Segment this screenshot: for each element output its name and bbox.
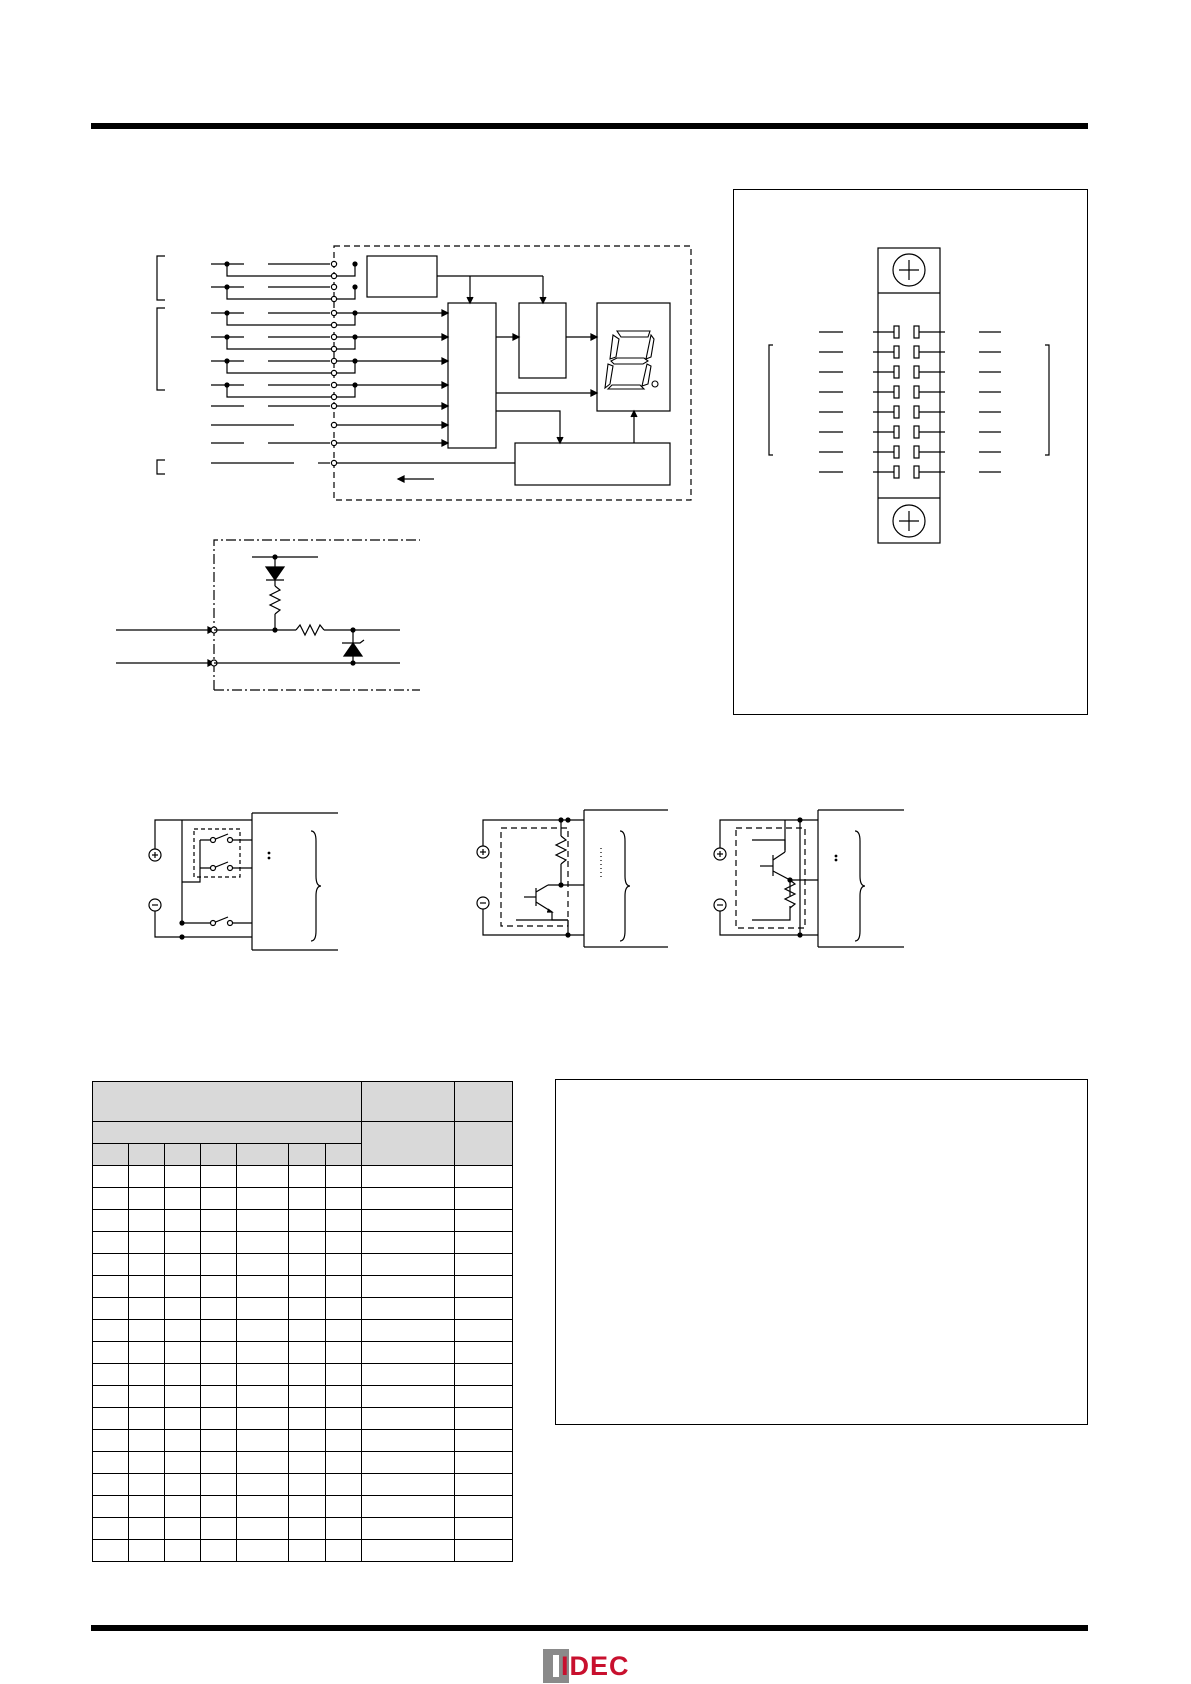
table-cell bbox=[237, 1452, 289, 1474]
decoder-box bbox=[448, 303, 496, 448]
table-cell bbox=[93, 1430, 129, 1452]
table-cell bbox=[93, 1452, 129, 1474]
table-cell bbox=[326, 1386, 362, 1408]
truth-table bbox=[92, 1081, 513, 1562]
table-cell bbox=[455, 1496, 513, 1518]
table-cell bbox=[455, 1474, 513, 1496]
table-cell bbox=[93, 1210, 129, 1232]
table-cell bbox=[326, 1496, 362, 1518]
table-cell bbox=[129, 1166, 165, 1188]
table-cell bbox=[201, 1166, 237, 1188]
table-cell bbox=[201, 1320, 237, 1342]
table-cell bbox=[362, 1474, 455, 1496]
table-cell bbox=[165, 1298, 201, 1320]
table-cell bbox=[201, 1386, 237, 1408]
table-cell bbox=[455, 1210, 513, 1232]
table-cell bbox=[129, 1254, 165, 1276]
table-cell bbox=[326, 1408, 362, 1430]
table-cell bbox=[362, 1518, 455, 1540]
table-cell bbox=[237, 1254, 289, 1276]
input-block-box bbox=[367, 256, 437, 297]
table-cell bbox=[93, 1298, 129, 1320]
table-cell bbox=[165, 1254, 201, 1276]
table-cell bbox=[201, 1430, 237, 1452]
table-cell bbox=[129, 1320, 165, 1342]
table-row bbox=[93, 1364, 513, 1386]
table-row bbox=[93, 1276, 513, 1298]
screw-icon bbox=[893, 505, 925, 537]
table-header-output-b bbox=[455, 1082, 513, 1122]
table-cell bbox=[165, 1474, 201, 1496]
npn-transistor-example bbox=[477, 810, 668, 947]
table-cell bbox=[165, 1386, 201, 1408]
table-cell bbox=[201, 1518, 237, 1540]
table-cell bbox=[289, 1166, 326, 1188]
terminal-pin-diagram bbox=[733, 189, 1088, 715]
table-cell bbox=[165, 1210, 201, 1232]
table-cell bbox=[93, 1386, 129, 1408]
table-cell bbox=[455, 1430, 513, 1452]
table-cell bbox=[201, 1540, 237, 1562]
table-cell bbox=[362, 1232, 455, 1254]
table-cell bbox=[93, 1518, 129, 1540]
table-cell bbox=[362, 1430, 455, 1452]
contact-input-example bbox=[149, 813, 338, 950]
table-cell bbox=[93, 1320, 129, 1342]
table-cell bbox=[362, 1452, 455, 1474]
table-cell bbox=[362, 1320, 455, 1342]
table-cell bbox=[201, 1496, 237, 1518]
table-cell bbox=[165, 1232, 201, 1254]
table-row bbox=[93, 1210, 513, 1232]
table-row bbox=[93, 1342, 513, 1364]
table-cell bbox=[237, 1210, 289, 1232]
table-row bbox=[93, 1254, 513, 1276]
table-cell bbox=[455, 1408, 513, 1430]
table-cell bbox=[326, 1232, 362, 1254]
table-row bbox=[93, 1320, 513, 1342]
table-cell bbox=[201, 1364, 237, 1386]
table-cell bbox=[165, 1342, 201, 1364]
table-cell bbox=[326, 1540, 362, 1562]
table-cell bbox=[93, 1232, 129, 1254]
table-cell bbox=[326, 1210, 362, 1232]
table-cell bbox=[455, 1298, 513, 1320]
table-cell bbox=[362, 1298, 455, 1320]
table-cell bbox=[289, 1408, 326, 1430]
table-cell bbox=[165, 1188, 201, 1210]
table-cell bbox=[289, 1276, 326, 1298]
table-cell bbox=[237, 1276, 289, 1298]
table-cell bbox=[165, 1166, 201, 1188]
table-header-inputs bbox=[93, 1082, 362, 1122]
table-cell bbox=[289, 1474, 326, 1496]
table-subheader bbox=[93, 1122, 362, 1144]
table-cell bbox=[129, 1430, 165, 1452]
table-cell bbox=[237, 1232, 289, 1254]
table-cell bbox=[93, 1254, 129, 1276]
table-cell bbox=[165, 1276, 201, 1298]
table-cell bbox=[237, 1386, 289, 1408]
table-cell bbox=[201, 1408, 237, 1430]
table-cell bbox=[93, 1496, 129, 1518]
table-cell bbox=[129, 1276, 165, 1298]
table-cell bbox=[455, 1232, 513, 1254]
table-cell bbox=[326, 1452, 362, 1474]
table-cell bbox=[455, 1386, 513, 1408]
table-cell bbox=[289, 1210, 326, 1232]
table-cell bbox=[455, 1540, 513, 1562]
table-cell bbox=[237, 1474, 289, 1496]
table-cell bbox=[455, 1276, 513, 1298]
table-cell bbox=[129, 1408, 165, 1430]
table-column-header bbox=[129, 1144, 165, 1166]
table-cell bbox=[93, 1408, 129, 1430]
table-cell bbox=[326, 1364, 362, 1386]
terminal-pin-row bbox=[819, 426, 1001, 438]
table-cell bbox=[455, 1364, 513, 1386]
table-cell bbox=[237, 1496, 289, 1518]
idec-logo-text: IDEC bbox=[561, 1651, 630, 1681]
table-cell bbox=[289, 1364, 326, 1386]
table-cell bbox=[201, 1232, 237, 1254]
table-cell bbox=[237, 1166, 289, 1188]
table-cell bbox=[201, 1188, 237, 1210]
table-cell bbox=[201, 1298, 237, 1320]
table-cell bbox=[129, 1364, 165, 1386]
table-cell bbox=[289, 1298, 326, 1320]
table-cell bbox=[93, 1540, 129, 1562]
table-header-output-a bbox=[362, 1082, 455, 1122]
table-cell bbox=[237, 1342, 289, 1364]
table-cell bbox=[129, 1452, 165, 1474]
table-row bbox=[93, 1452, 513, 1474]
table-cell bbox=[93, 1166, 129, 1188]
table-cell bbox=[455, 1342, 513, 1364]
table-cell bbox=[165, 1496, 201, 1518]
table-cell bbox=[237, 1298, 289, 1320]
table-cell bbox=[289, 1430, 326, 1452]
table-row bbox=[93, 1232, 513, 1254]
display-box bbox=[597, 303, 670, 411]
terminal-pin-row bbox=[819, 346, 1001, 358]
table-column-header bbox=[165, 1144, 201, 1166]
table-cell bbox=[165, 1320, 201, 1342]
table-column-header bbox=[201, 1144, 237, 1166]
table-cell bbox=[362, 1342, 455, 1364]
table-cell bbox=[362, 1408, 455, 1430]
table-cell bbox=[326, 1298, 362, 1320]
table-cell bbox=[165, 1364, 201, 1386]
table-cell bbox=[289, 1540, 326, 1562]
table-cell bbox=[93, 1276, 129, 1298]
driver-box bbox=[515, 443, 670, 485]
table-subheader-output-a bbox=[362, 1122, 455, 1166]
terminal-pin-row bbox=[819, 326, 1001, 338]
table-cell bbox=[289, 1496, 326, 1518]
table-cell bbox=[237, 1430, 289, 1452]
table-cell bbox=[362, 1188, 455, 1210]
table-cell bbox=[362, 1496, 455, 1518]
input-lines bbox=[211, 261, 357, 465]
table-cell bbox=[237, 1364, 289, 1386]
table-cell bbox=[201, 1254, 237, 1276]
latch-box bbox=[519, 303, 566, 378]
table-column-header bbox=[237, 1144, 289, 1166]
table-cell bbox=[326, 1518, 362, 1540]
table-row bbox=[93, 1188, 513, 1210]
table-cell bbox=[362, 1276, 455, 1298]
table-cell bbox=[455, 1320, 513, 1342]
table-cell bbox=[289, 1518, 326, 1540]
table-cell bbox=[237, 1408, 289, 1430]
terminal-pin-row bbox=[819, 446, 1001, 458]
table-cell bbox=[237, 1540, 289, 1562]
table-cell bbox=[326, 1254, 362, 1276]
table-cell bbox=[237, 1188, 289, 1210]
terminal-pin-row bbox=[819, 386, 1001, 398]
input-circuit bbox=[116, 540, 420, 690]
internal-lines bbox=[337, 276, 637, 482]
table-cell bbox=[165, 1452, 201, 1474]
table-cell bbox=[326, 1166, 362, 1188]
table-cell bbox=[362, 1364, 455, 1386]
table-cell bbox=[237, 1320, 289, 1342]
table-cell bbox=[289, 1254, 326, 1276]
table-column-header bbox=[326, 1144, 362, 1166]
table-cell bbox=[165, 1518, 201, 1540]
table-cell bbox=[362, 1386, 455, 1408]
table-cell bbox=[455, 1188, 513, 1210]
terminal-pin-row bbox=[819, 466, 1001, 478]
seven-segment-digit bbox=[605, 331, 658, 389]
table-cell bbox=[129, 1496, 165, 1518]
table-cell bbox=[289, 1386, 326, 1408]
notes-box bbox=[555, 1079, 1088, 1425]
table-row bbox=[93, 1540, 513, 1562]
idec-logo bbox=[543, 1649, 663, 1683]
table-cell bbox=[326, 1188, 362, 1210]
table-cell bbox=[129, 1232, 165, 1254]
table-cell bbox=[201, 1474, 237, 1496]
table-cell bbox=[362, 1540, 455, 1562]
screw-icon bbox=[893, 254, 925, 286]
table-cell bbox=[237, 1518, 289, 1540]
table-row bbox=[93, 1408, 513, 1430]
table-cell bbox=[326, 1430, 362, 1452]
table-cell bbox=[455, 1254, 513, 1276]
table-cell bbox=[165, 1540, 201, 1562]
table-cell bbox=[362, 1166, 455, 1188]
table-row bbox=[93, 1166, 513, 1188]
table-cell bbox=[129, 1188, 165, 1210]
table-cell bbox=[129, 1342, 165, 1364]
table-row bbox=[93, 1430, 513, 1452]
table-cell bbox=[129, 1540, 165, 1562]
table-cell bbox=[326, 1342, 362, 1364]
table-column-header bbox=[289, 1144, 326, 1166]
table-cell bbox=[201, 1342, 237, 1364]
table-cell bbox=[93, 1364, 129, 1386]
table-cell bbox=[129, 1474, 165, 1496]
table-cell bbox=[201, 1210, 237, 1232]
table-cell bbox=[362, 1254, 455, 1276]
table-cell bbox=[165, 1408, 201, 1430]
table-cell bbox=[93, 1474, 129, 1496]
table-row bbox=[93, 1496, 513, 1518]
table-cell bbox=[455, 1166, 513, 1188]
table-cell bbox=[362, 1210, 455, 1232]
table-cell bbox=[129, 1210, 165, 1232]
table-cell bbox=[289, 1188, 326, 1210]
table-cell bbox=[201, 1276, 237, 1298]
table-column-header bbox=[93, 1144, 129, 1166]
table-row bbox=[93, 1474, 513, 1496]
table-cell bbox=[165, 1430, 201, 1452]
table-cell bbox=[289, 1342, 326, 1364]
terminal-pin-row bbox=[819, 406, 1001, 418]
table-row bbox=[93, 1386, 513, 1408]
table-cell bbox=[289, 1232, 326, 1254]
table-row bbox=[93, 1298, 513, 1320]
table-cell bbox=[289, 1320, 326, 1342]
table-cell bbox=[93, 1188, 129, 1210]
table-cell bbox=[455, 1452, 513, 1474]
table-row bbox=[93, 1518, 513, 1540]
pnp-transistor-example bbox=[714, 810, 904, 947]
table-cell bbox=[326, 1474, 362, 1496]
table-cell bbox=[93, 1342, 129, 1364]
table-cell bbox=[326, 1276, 362, 1298]
table-cell bbox=[201, 1452, 237, 1474]
block-diagram bbox=[157, 246, 691, 500]
table-cell bbox=[326, 1320, 362, 1342]
table-subheader-output-b bbox=[455, 1122, 513, 1166]
table-cell bbox=[289, 1452, 326, 1474]
table-cell bbox=[129, 1298, 165, 1320]
table-cell bbox=[129, 1386, 165, 1408]
terminal-pin-row bbox=[819, 366, 1001, 378]
table-cell bbox=[455, 1518, 513, 1540]
table-cell bbox=[129, 1518, 165, 1540]
